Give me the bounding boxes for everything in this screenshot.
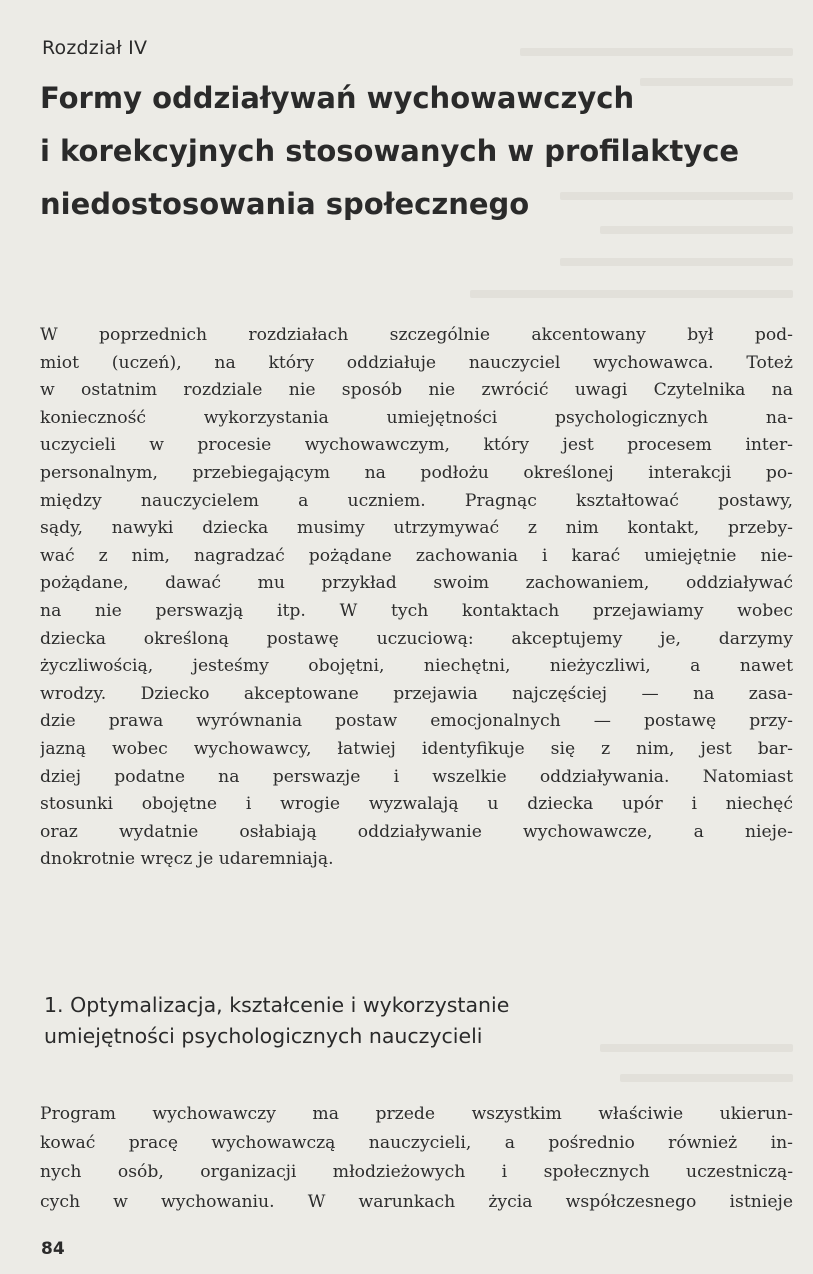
paragraph-line: dziej podatne na perswazje i wszelkie oddziaływania. Natomiast — [40, 766, 793, 787]
paragraph-line: cych w wychowaniu. W warunkach życia współczesnego istnieje — [40, 1191, 793, 1212]
paragraph-line: Program wychowawczy ma przede wszystkim właściwie ukierun- — [40, 1104, 793, 1124]
paragraph-line: personalnym, przebiegającym na podłożu określonej interakcji po- — [40, 462, 793, 483]
paragraph-line: uczycieli w procesie wychowawczym, który jest procesem inter- — [40, 435, 793, 456]
paragraph-line: miot (uczeń), na który oddziałuje nauczyciel wychowawca. Toteż — [40, 352, 793, 373]
bleed-through-line — [600, 1044, 793, 1052]
paragraph-line: wać z nim, nagradzać pożądane zachowania i karać umiejętnie nie- — [40, 545, 793, 566]
paragraph-line: sądy, nawyki dziecka musimy utrzymywać z nim kontakt, przeby- — [40, 518, 793, 539]
paragraph-line: dziecka określoną postawę uczuciową: akceptujemy je, darzymy — [40, 628, 793, 649]
chapter-title — [40, 72, 800, 231]
section-title-line: umiejętności psychologicznych nauczycieli — [44, 1024, 483, 1048]
paragraph-line: w ostatnim rozdziale nie sposób nie zwrócić uwagi Czytelnika na — [40, 380, 793, 401]
bleed-through-line — [560, 258, 793, 266]
paragraph-line: konieczność wykorzystania umiejętności psychologicznych na- — [40, 407, 793, 428]
bleed-through-line — [520, 48, 793, 56]
paragraph-line: dzie prawa wyrównania postaw emocjonalnych — postawę przy- — [40, 711, 793, 732]
paragraph-line: kować pracę wychowawczą nauczycieli, a pośrednio również in- — [40, 1133, 793, 1154]
section-title — [44, 990, 509, 1052]
paragraph-line: życzliwością, jesteśmy obojętni, niechętni, nieżyczliwi, a nawet — [40, 656, 793, 677]
chapter-title-line: Formy oddziaływań wychowawczych — [40, 81, 635, 115]
paragraph-line: pożądane, dawać mu przykład swoim zachowaniem, oddziaływać — [40, 573, 793, 594]
chapter-title-line: niedostosowania społecznego — [40, 187, 530, 221]
bleed-through-line — [620, 1074, 793, 1082]
paragraph-line: jazną wobec wychowawcy, łatwiej identyfikuje się z nim, jest bar- — [40, 738, 793, 759]
paragraph-line: W poprzednich rozdziałach szczególnie akcentowany był pod- — [40, 325, 793, 345]
chapter-title-line: i korekcyjnych stosowanych w profilaktyce — [40, 134, 740, 168]
section-paragraph — [40, 1100, 793, 1217]
paragraph-line: stosunki obojętne i wrogie wyzwalają u dziecka upór i niechęć — [40, 794, 793, 815]
bleed-through-line — [470, 290, 793, 298]
paragraph-line: wrodzy. Dziecko akceptowane przejawia najczęściej — na zasa- — [40, 683, 793, 704]
chapter-label: Rozdział IV — [42, 37, 148, 59]
paragraph-line: oraz wydatnie osłabiają oddziaływanie wychowawcze, a nieje- — [40, 821, 793, 842]
paragraph-line: nych osób, organizacji młodzieżowych i społecznych uczestniczą- — [40, 1162, 793, 1183]
paragraph-line: między nauczycielem a uczniem. Pragnąc kształtować postawy, — [40, 490, 793, 511]
paragraph-line: na nie perswazją itp. W tych kontaktach przejawiamy wobec — [40, 600, 793, 621]
intro-paragraph — [40, 322, 793, 874]
paragraph-line: dnokrotnie wręcz je udaremniają. — [40, 849, 334, 870]
section-title-line: 1. Optymalizacja, kształcenie i wykorzystanie — [44, 993, 510, 1017]
page-number: 84 — [41, 1239, 65, 1259]
